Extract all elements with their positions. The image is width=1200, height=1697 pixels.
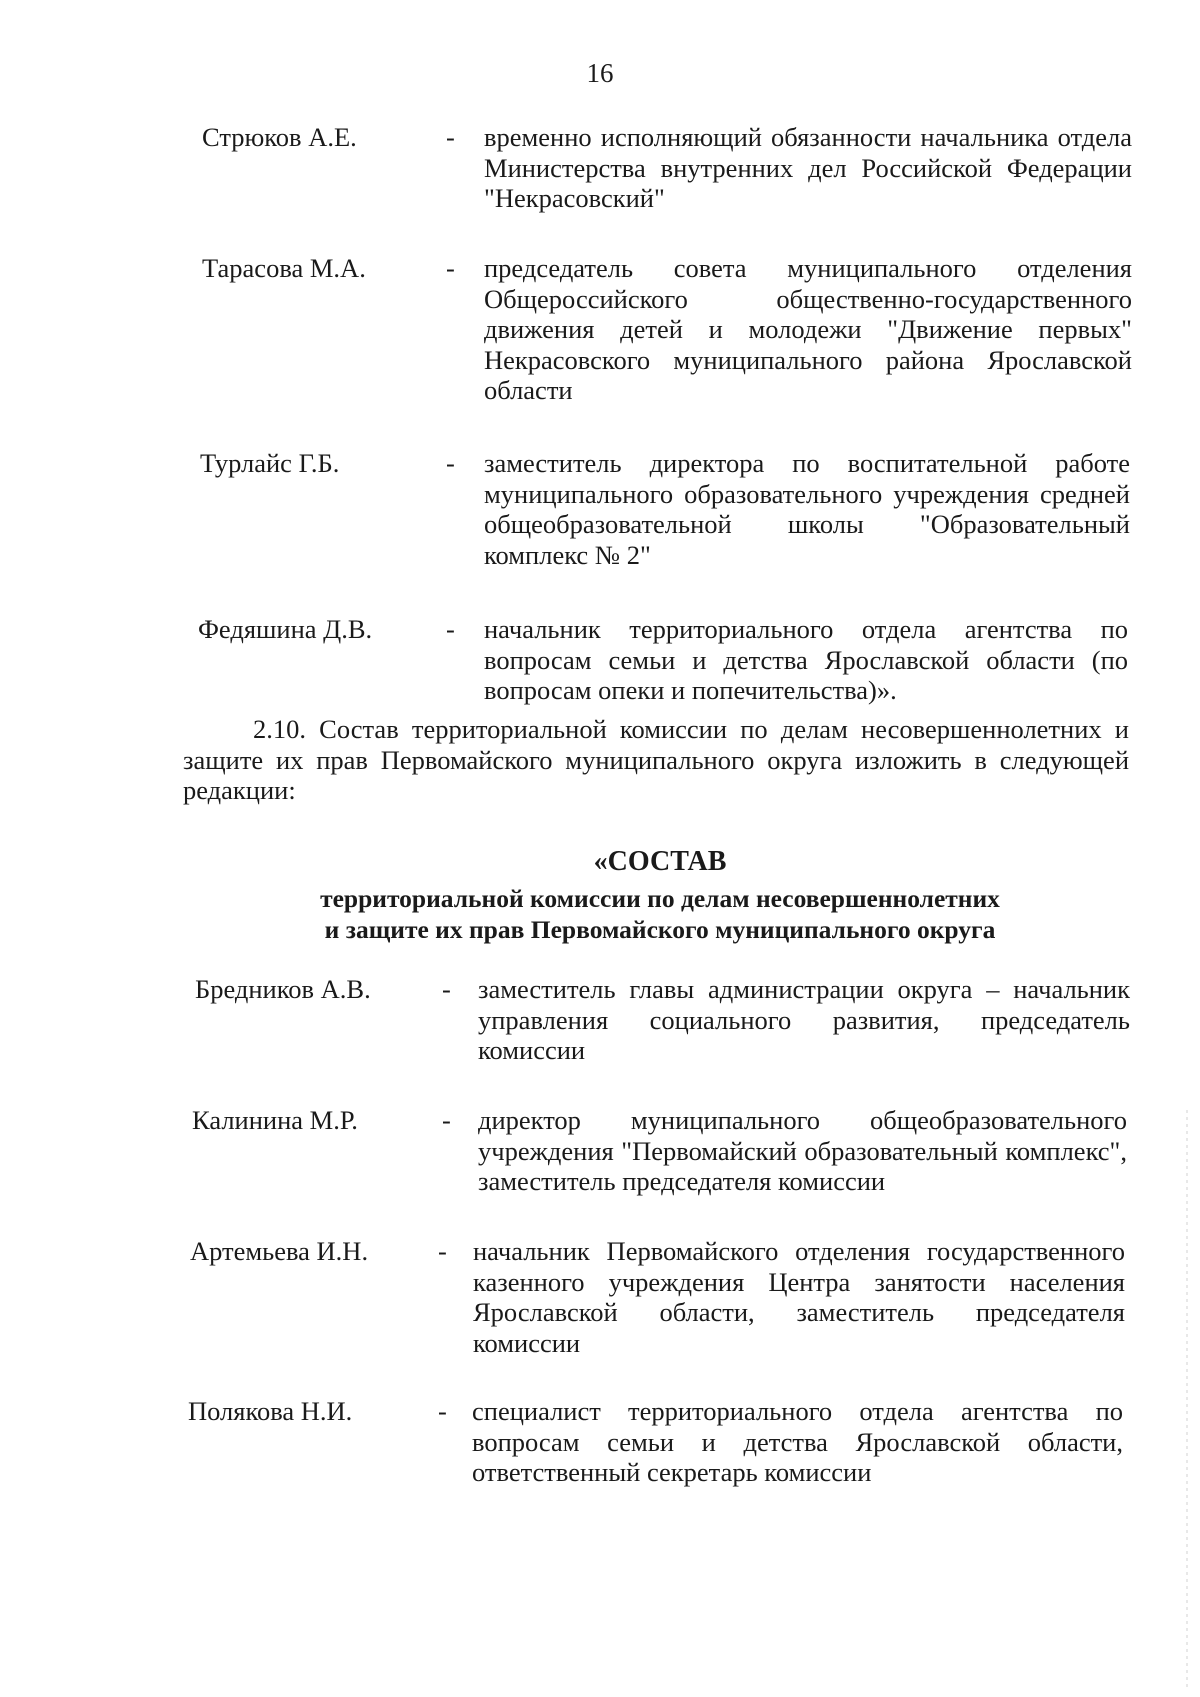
member-description: временно исполняющий обязанности начальника отдела Министерства внутренних дел Российской Федерации "Некрасовский" xyxy=(484,122,1132,213)
member-description: заместитель директора по воспитательной работе муниципального образовательного учреждения средней общеобразовательной школы "Образовательный комплекс № 2" xyxy=(484,448,1130,570)
section-subtitle: территориальной комиссии по делам несовершеннолетних xyxy=(320,884,1000,913)
dash: - xyxy=(442,1105,451,1135)
dash: - xyxy=(446,614,455,644)
dash: - xyxy=(446,448,455,478)
scan-edge-artifact xyxy=(1186,1110,1188,1690)
dash: - xyxy=(446,253,455,283)
member-description: начальник территориального отдела агентства по вопросам семьи и детства Ярославской области (по вопросам опеки и попечительства)». xyxy=(484,614,1128,705)
dash: - xyxy=(438,1396,447,1426)
member-name: Артемьева И.Н. xyxy=(190,1236,369,1266)
member-name: Полякова Н.И. xyxy=(188,1396,353,1426)
member-description: председатель совета муниципального отделения Общероссийского общественно-государственного движения детей и молодежи "Движение первых" Некрасовского муниципального района Ярославской области xyxy=(484,253,1132,405)
member-name: Турлайс Г.Б. xyxy=(200,448,340,478)
member-name: Бредников А.В. xyxy=(195,974,371,1004)
member-description: заместитель главы администрации округа – начальник управления социального развития, председатель комиссии xyxy=(478,974,1130,1065)
body-paragraph: 2.10. Состав территориальной комиссии по делам несовершеннолетних и защите их прав Первомайского муниципального округа изложить в следующей редакции: xyxy=(183,714,1129,805)
member-name: Стрюков А.Е. xyxy=(202,122,357,152)
dash: - xyxy=(438,1236,447,1266)
member-name: Калинина М.Р. xyxy=(192,1105,358,1135)
member-description: начальник Первомайского отделения государственного казенного учреждения Центра занятости населения Ярославской области, заместитель председателя комиссии xyxy=(473,1236,1125,1358)
dash: - xyxy=(442,974,451,1004)
dash: - xyxy=(446,122,455,152)
section-title: «СОСТАВ xyxy=(593,846,727,877)
member-name: Тарасова М.А. xyxy=(202,253,366,283)
member-name: Федяшина Д.В. xyxy=(198,614,373,644)
page-number: 16 xyxy=(586,58,614,88)
member-description: специалист территориального отдела агентства по вопросам семьи и детства Ярославской области, ответственный секретарь комиссии xyxy=(472,1396,1123,1487)
section-subtitle: и защите их прав Первомайского муниципального округа xyxy=(324,915,996,944)
member-description: директор муниципального общеобразовательного учреждения "Первомайский образовательный комплекс", заместитель председателя комиссии xyxy=(478,1105,1127,1196)
